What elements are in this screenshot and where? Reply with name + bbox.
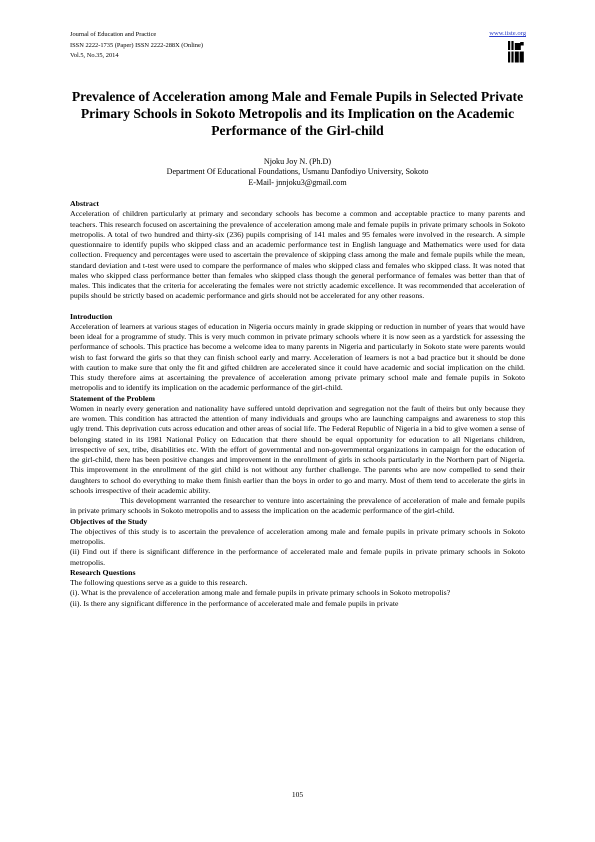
- author-email: E-Mail- jnnjoku3@gmail.com: [248, 177, 347, 187]
- problem-paragraph-1: Women in nearly every generation and nationality have suffered untold deprivation and segregation not the fault of theirs but only because they are women. This condition has attracted the attention of many individuals and groups who are launching campaigns and awareness to stop this ugly trend. This deprivation cuts across education and other areas of social life. The Federal Republic of Nigeria in a bid to give women a sense of belonging stated in its 1981 National Policy on Education that there should be equal opportunity for education to all Nigerians children, irrespective of sex, tribe, disabilities etc. With the effort of governmental and non-governmental organizations in campaign for the education of the girl-child, there has been positive changes and improvement in the enrollment of girls in schools particularly in the Northern part of Nigeria. This improvement in the enrollment of the girl child is not without any further challenge. The parents who are now compelled to send their daughters to school do everything to make them finish earlier than the boys in order to go and marry. Most of them tend to accelerate the girls in schools irrespective of their academic ability.: [70, 403, 525, 495]
- author-block: [70, 157, 525, 188]
- objectives-heading: Objectives of the Study: [70, 516, 148, 526]
- journal-name: Journal of Education and Practice: [70, 31, 157, 38]
- abstract-text: Acceleration of children particularly at primary and secondary schools has become a common and acceptable practice to many parents and teachers. This research focused on ascertaining the prevalence of acceleration among male and female pupils in private primary schools in Sokoto metropolis. A total of two hundred and thirty-six (236) pupils comprising of 141 males and 95 females were involved in the research. A simple questionnaire to identify pupils who skipped class and an academic performance test in English language and Mathematics were used for data collection. Frequency and percentages were used to ascertain the prevalence of skipping class among the male and female pupils while the mean, standard deviation and t-test were used to compare the performance of males who skipped class and females who skipped class. It was noted that males who skipped class performance better than females who skipped class though the general performance of females was better than that of males. This indicates that the criteria for accelerating the females were not strictly academic excellence. It was recommended that acceleration of pupils should be strictly based on academic performance and girls should not be accelerated for any other reasons.: [70, 209, 525, 301]
- abstract-heading: Abstract: [70, 199, 100, 208]
- page-number: 105: [291, 790, 304, 799]
- research-questions-heading: Research Questions: [70, 567, 136, 577]
- journal-header: [70, 30, 203, 62]
- paper-body: [70, 199, 525, 609]
- journal-issn: ISSN 2222-1735 (Paper) ISSN 2222-288X (Online): [70, 41, 203, 49]
- introduction-text: Acceleration of learners at various stages of education in Nigeria occurs mainly in grade skipping or reduction in number of years that would have been ideal for a programme of study. This is very much common in private primary schools where it is now seen as a yardstick for assessing the performance of schools. This practice has become a welcome idea to many parents in Nigeria and particularly in Sokoto state were parents would wish to fast forward the girls so that they can finish school early and marry. Acceleration of learners is not a bad practice but it should be done with caution to make sure that only the fit and gifted children are accelerated since it could have academic and social implication on the child. This study therefore aims at ascertaining the prevalence of acceleration among private primary school male and female pupils in Sokoto metropolis and to identify its implication on the academic performance of the girl-child.: [70, 321, 525, 393]
- objectives-paragraph-1: The objectives of this study is to ascertain the prevalence of acceleration among male and female pupils in private primary schools in Sokoto metropolis.: [70, 526, 525, 546]
- author-affiliation: Department Of Educational Foundations, Usmanu Danfodiyo University, Sokoto: [166, 167, 429, 177]
- problem-heading: Statement of the Problem: [70, 393, 155, 403]
- author-name: Njoku Joy N. (Ph.D): [263, 157, 332, 166]
- journal-website-link[interactable]: www.iiste.org: [489, 30, 526, 37]
- research-questions-intro: The following questions serve as a guide to this research.: [70, 578, 248, 587]
- objectives-paragraph-2: (ii) Find out if there is significant difference in the performance of accelerated male and female pupils in private primary schools in Sokoto metropolis.: [70, 547, 525, 567]
- introduction-heading: Introduction: [70, 311, 113, 321]
- paper-title: Prevalence of Acceleration among Male and Female Pupils in Selected Private Primary Schools in Sokoto Metropolis and its Implication on the Academic Performance of the Girl-child: [71, 89, 524, 138]
- research-question-1: (i). What is the prevalence of acceleration among male and female pupils in private primary schools in Sokoto metropolis?: [70, 588, 451, 598]
- problem-paragraph-2: This development warranted the researcher to venture into ascertaining the prevalence of acceleration of male and female pupils in private primary schools in Sokoto metropolis and to assess the implication on the academic performance of the girl-child.: [70, 496, 525, 516]
- journal-volume: Vol.5, No.35, 2014: [70, 52, 119, 59]
- iiste-logo-icon: [508, 41, 524, 63]
- research-question-2: (ii). Is there any significant difference in the performance of accelerated male and female pupils in private: [70, 598, 399, 608]
